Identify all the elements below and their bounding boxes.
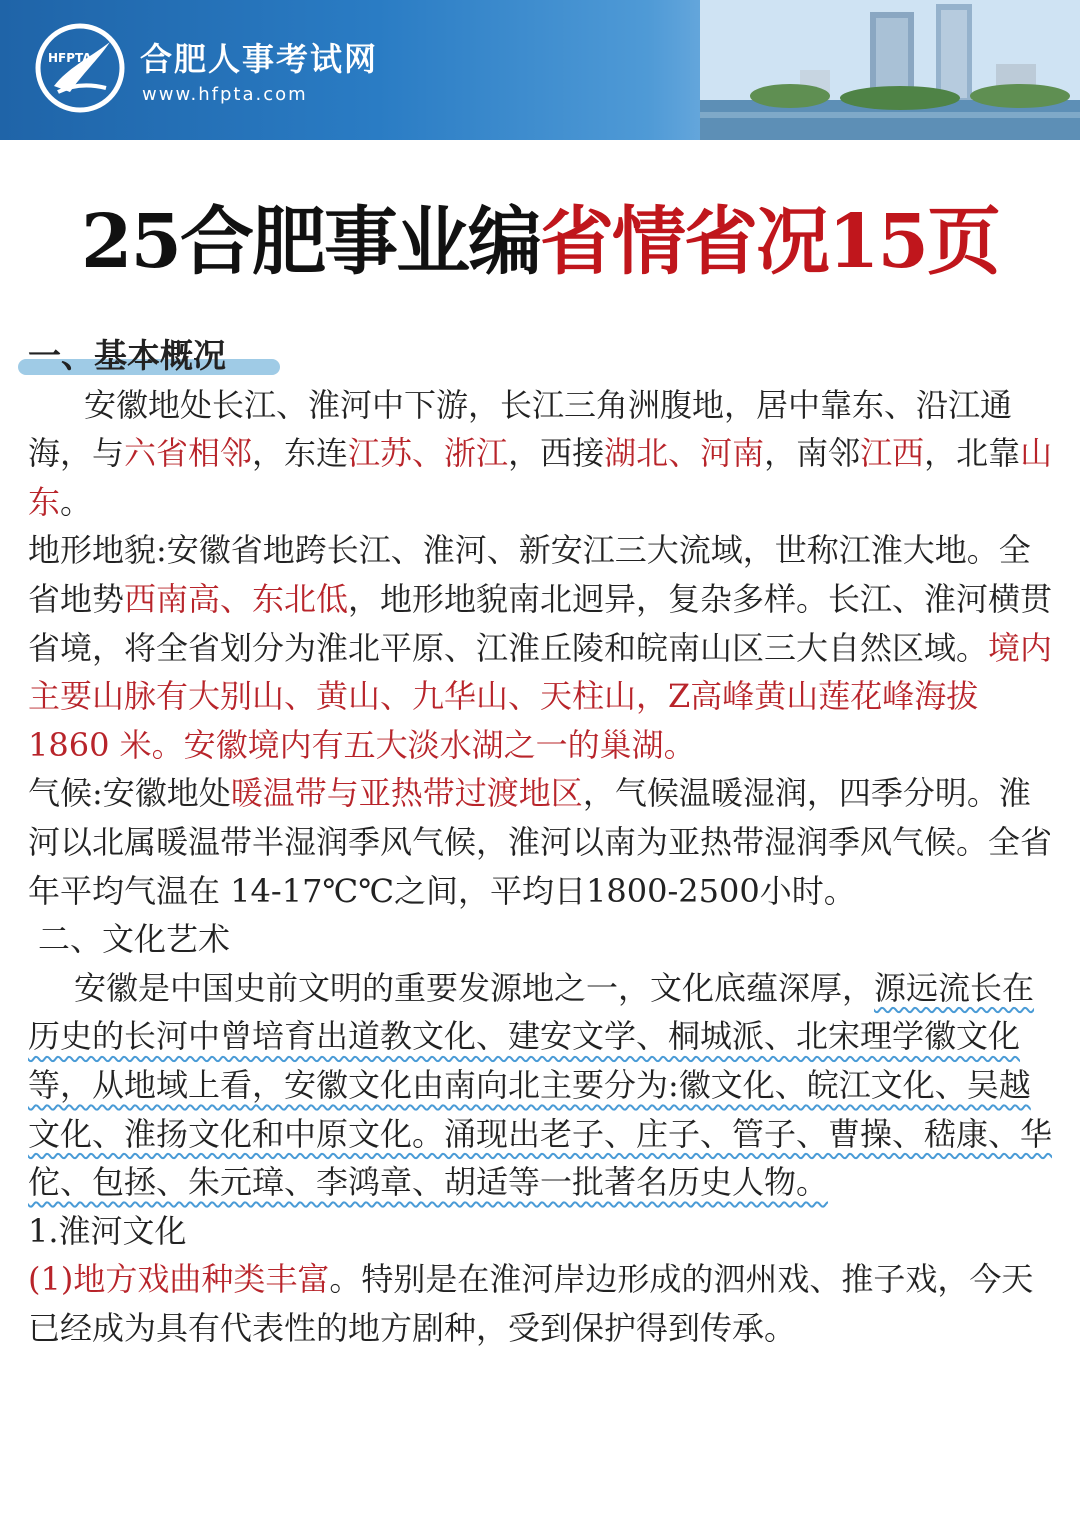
site-name: 合肥人事考试网: [140, 40, 379, 78]
paragraph-terrain: 地形地貌:安徽省地跨长江、淮河、新安江三大流域，世称江淮大地。全省地势西南高、东北低，地形地貌南北迥异，复杂多样。长江、淮河横贯省境，将全省划分为淮北平原、江淮丘陵和皖南山区三大自然区域。境内主要山脉有大别山、黄山、九华山、天柱山，Z高峰黄山莲花峰海拔 1860 米。安徽境内有五大淡水湖之一的巢湖。: [28, 531, 1053, 764]
article-body: [28, 332, 1058, 1352]
subheading-huaihe-culture: 1.淮河文化: [28, 1211, 187, 1250]
section-heading-culture: 二、文化艺术: [38, 920, 231, 959]
header-banner: [0, 0, 1080, 140]
paragraph-location: 安徽地处长江、淮河中下游，长江三角洲腹地，居中靠东、沿江通海，与六省相邻，东连江苏、浙江，西接湖北、河南，南邻江西，北靠山东。: [28, 385, 1053, 521]
page-title: [0, 183, 1080, 289]
section-heading-basic: 一、基本概况: [28, 332, 1058, 381]
title-red: 省情省况15页: [540, 199, 999, 285]
svg-text:HFPTA: HFPTA: [48, 51, 92, 65]
paragraph-climate: 气候:安徽地处暖温带与亚热带过渡地区，气候温暖湿润，四季分明。淮河以北属暖温带半湿润季风气候，淮河以南为亚热带湿润季风气候。全省年平均气温在 14-17℃℃之间，平均日1800-2500小时。: [28, 774, 1053, 910]
city-skyline-image: [700, 0, 1080, 140]
wavy-underlined-text: 源远流长在历史的长河中曾培育出道教文化、建安文学、桐城派、北宋理学徽文化等，从地域上看，安徽文化由南向北主要分为:徽文化、皖江文化、吴越文化、淮扬文化和中原文化。涌现出老子、庄子、管子、曹操、嵇康、华佗、包拯、朱元璋、李鸿章、胡适等一批著名历史人物。: [28, 968, 1053, 1202]
hfpta-logo: [34, 22, 126, 114]
paragraph-culture: 安徽是中国史前文明的重要发源地之一，文化底蕴深厚，源远流长在历史的长河中曾培育出道教文化、建安文学、桐城派、北宋理学徽文化等，从地域上看，安徽文化由南向北主要分为:徽文化、皖江文化、吴越文化、淮扬文化和中原文化。涌现出老子、庄子、管子、曹操、嵇康、华佗、包拯、朱元璋、李鸿章、胡适等一批著名历史人物。: [28, 968, 1053, 1202]
title-black: 25合肥事业编: [81, 199, 540, 285]
paragraph-opera: (1)地方戏曲种类丰富。特别是在淮河岸边形成的泗州戏、推子戏，今天已经成为具有代表性的地方剧种，受到保护得到传承。: [28, 1260, 1034, 1347]
site-url: www.hfpta.com: [142, 84, 308, 105]
